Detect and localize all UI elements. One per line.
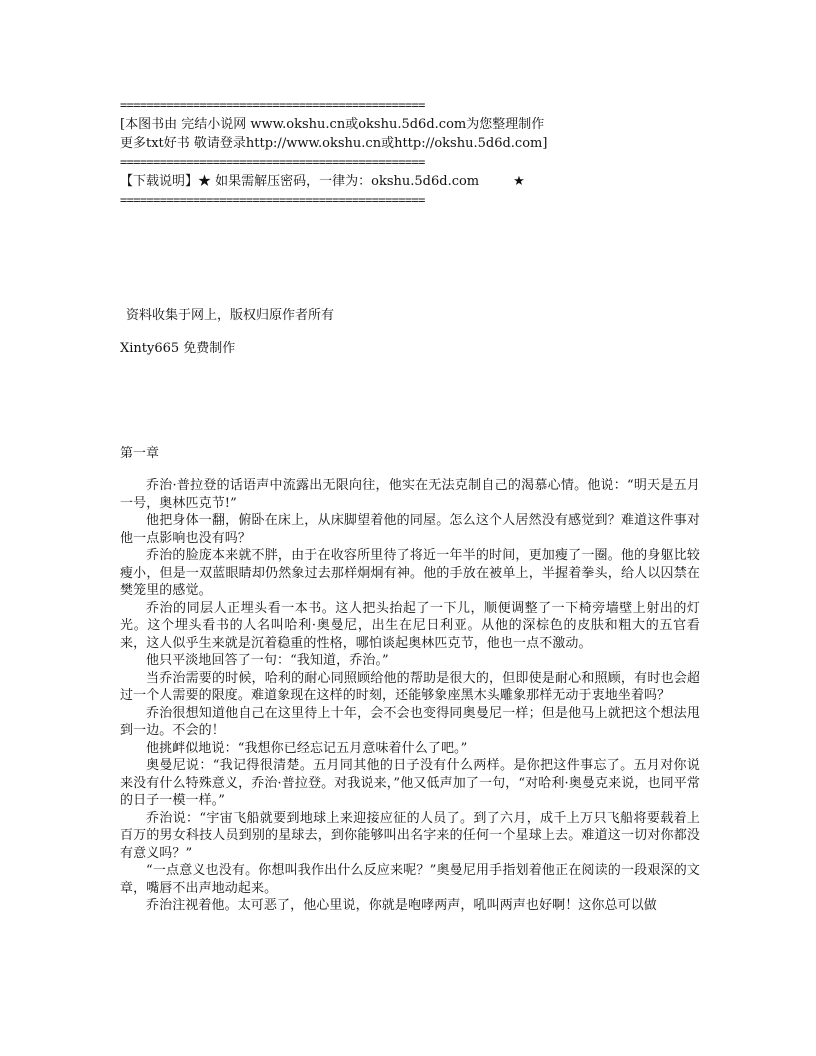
star-icon: ★ [513, 174, 525, 189]
chapter-title: 第一章 [120, 446, 160, 461]
download-note: 【下载说明】★ 如果需解压密码，一律为：okshu.5d6d.com [120, 174, 480, 189]
maker-credit: Xinty665 免费制作 [120, 341, 236, 356]
separator-rule: ============================================== [120, 193, 425, 207]
header-line-1: [本图书由 完结小说网 www.okshu.cn或okshu.5d6d.com为您整理制作 [120, 117, 545, 132]
paragraph: 他挑衅似地说：“我想你已经忘记五月意味着什么了吧。” [146, 740, 468, 756]
paragraph: 乔治注视着他。太可恶了，他心里说，你就是咆哮两声，吼叫两声也好啊！这你总可以做 [146, 898, 657, 913]
paragraph: 乔治的同层人正埋头看一本书。这人把头抬起了一下儿，顺便调整了一下椅旁墙壁上射出的灯光。这个埋头看书的人名叫哈利·奥曼尼，出生在尼日利亚。从他的深棕色的皮肤和粗大的五官看来，这人似乎生来就是沉着稳重的性格，哪怕谈起奥林匹克节，他也一点不激动。 [120, 600, 700, 651]
paragraph: 当乔治需要的时候，哈利的耐心同照顾给他的帮助是很大的，但即使是耐心和照顾，有时也会超过一个人需要的限度。难道象现在这样的时刻，还能够象座黑木头雕象那样无动于衷地坐着吗？ [120, 670, 700, 703]
paragraph: 他只平淡地回答了一句：“我知道，乔治。” [146, 653, 389, 668]
header-line-2: 更多txt好书 敬请登录http://www.okshu.cn或http://okshu.5d6d.com] [120, 136, 548, 151]
paragraph: 他把身体一翻，俯卧在床上，从床脚望着他的同屋。怎么这个人居然没有感觉到？难道这件事对他一点影响也没有吗？ [120, 513, 700, 546]
separator-rule: ============================================== [120, 98, 425, 112]
paragraph: 乔治·普拉登的话语声中流露出无限向往，他实在无法克制自己的渴慕心情。他说：“明天是五月一号，奥林匹克节!” [120, 478, 700, 511]
chapter-body [120, 477, 700, 915]
separator-rule: ============================================== [120, 155, 425, 169]
download-note-line [120, 172, 700, 191]
paragraph: 乔治很想知道他自己在这里待上十年，会不会也变得同奥曼尼一样；但是他马上就把这个想法甩到一边。不会的！ [120, 705, 700, 738]
paragraph: 乔治说：“宇宙飞船就要到地球上来迎接应征的人员了。到了六月，成千上万只飞船将要载着上百万的男女科技人员到别的星球去，到你能够叫出名字来的任何一个星球上去。难道这一切对你都没有意义吗？” [120, 810, 700, 861]
header-block [120, 96, 700, 210]
copyright-notice: 资料收集于网上，版权归原作者所有 [126, 308, 335, 323]
paragraph: 乔治的脸庞本来就不胖，由于在收容所里待了将近一年半的时间，更加瘦了一圈。他的身躯比较瘦小，但是一双蓝眼睛却仍然象过去那样炯炯有神。他的手放在被单上，半握着拳头，给人以囚禁在樊笼里的感觉。 [120, 548, 700, 598]
paragraph: 奥曼尼说：“我记得很清楚。五月同其他的日子没有什么两样。是你把这件事忘了。五月对你说来没有什么特殊意义，乔治·普拉登。对我说来，”他又低声加了一句，“对哈利·奥曼克来说，也同平常的日子一模一样。” [120, 758, 700, 808]
paragraph: “一点意义也没有。你想叫我作出什么反应来呢？”奥曼尼用手指划着他正在阅读的一段艰深的文章，嘴唇不出声地动起来。 [120, 863, 700, 896]
document-page [120, 96, 700, 915]
